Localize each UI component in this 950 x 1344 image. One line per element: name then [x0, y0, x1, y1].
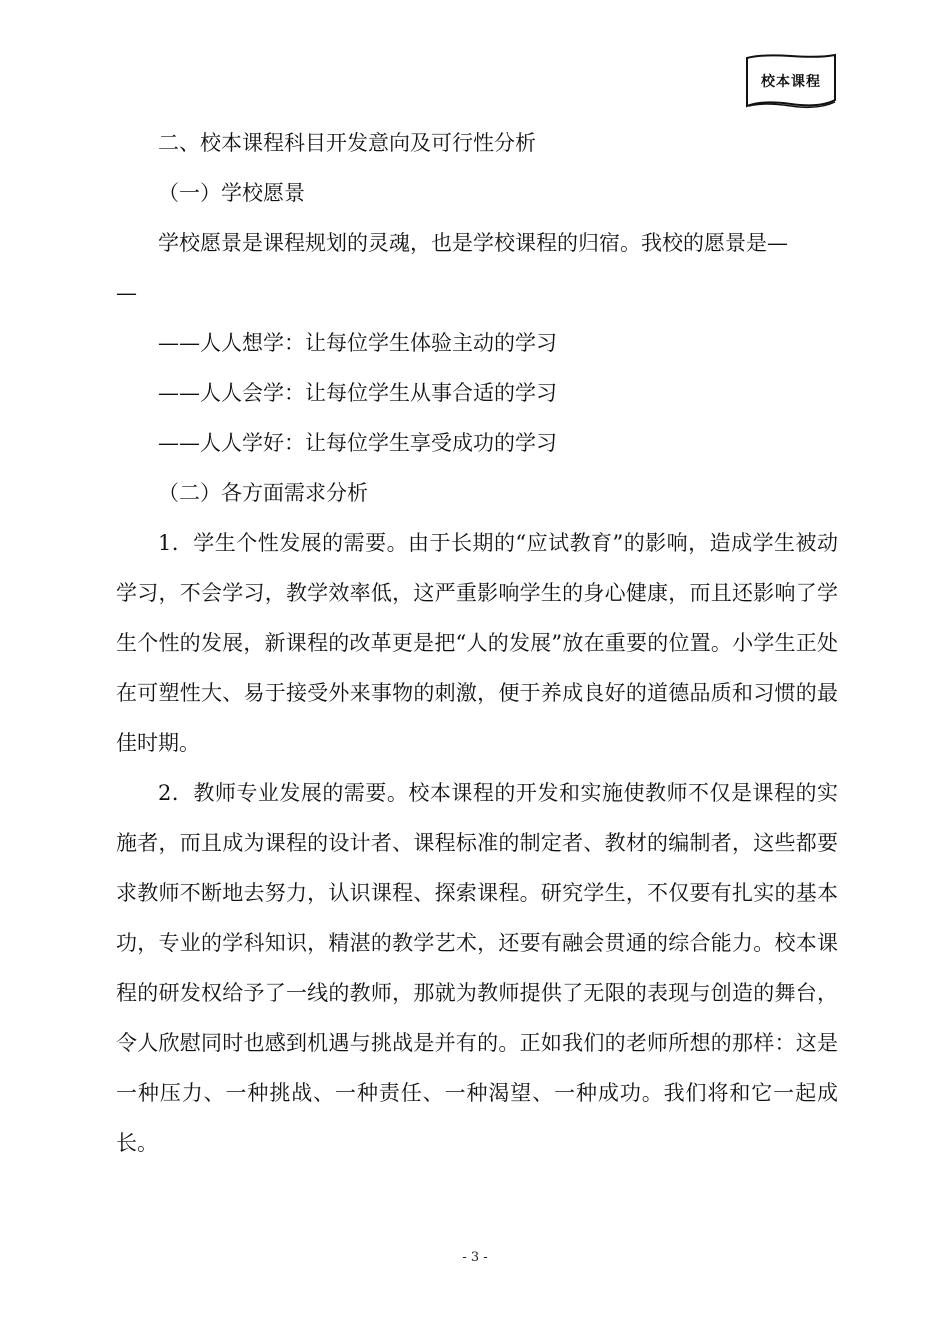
paragraph-student-needs: 1．学生个性发展的需要。由于长期的“应试教育”的影响，造成学生被动学习，不会学习，教学效率低，这严重影响学生的身心健康，而且还影响了学生个性的发展，新课程的改革更是把“人的发展”放在重要的位置。小学生正处在可塑性大、易于接受外来事物的刺激，便于养成良好的道德品质和习惯的最佳时期。	[116, 531, 838, 755]
stamp-label: 校本课程	[761, 74, 821, 90]
vision-intro-continuation: —	[116, 281, 137, 305]
vision-item: ——人人会学：让每位学生从事合适的学习	[158, 381, 557, 405]
subsection-title-needs: （二）各方面需求分析	[158, 481, 368, 505]
section-title: 二、校本课程科目开发意向及可行性分析	[158, 131, 536, 155]
subsection-title-vision: （一）学校愿景	[158, 181, 305, 205]
page-number: - 3 -	[462, 1250, 488, 1265]
paragraph-teacher-needs: 2．教师专业发展的需要。校本课程的开发和实施使教师不仅是课程的实施者，而且成为课程的设计者、课程标准的制定者、教材的编制者，这些都要求教师不断地去努力，认识课程、探索课程。研究学生，不仅要有扎实的基本功，专业的学科知识，精湛的教学艺术，还要有融会贯通的综合能力。校本课程的研发权给予了一线的教师，那就为教师提供了无限的表现与创造的舞台，令人欣慰同时也感到机遇与挑战是并有的。正如我们的老师所想的那样：这是一种压力、一种挑战、一种责任、一种渴望、一种成功。我们将和它一起成长。	[116, 781, 838, 1155]
vision-item: ——人人学好：让每位学生享受成功的学习	[158, 431, 557, 455]
vision-item: ——人人想学：让每位学生体验主动的学习	[158, 331, 557, 355]
vision-intro: 学校愿景是课程规划的灵魂，也是学校课程的归宿。我校的愿景是—	[158, 231, 788, 255]
course-stamp-badge	[744, 52, 838, 112]
document-body	[116, 118, 838, 1168]
